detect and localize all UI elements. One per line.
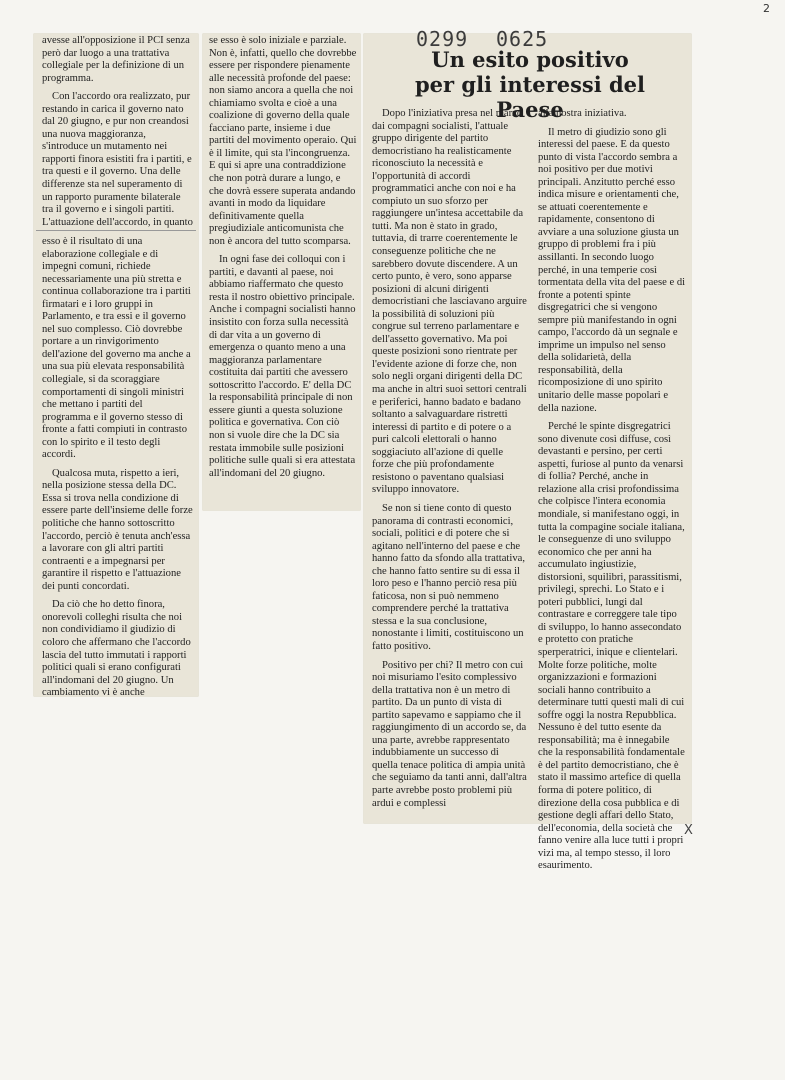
- paragraph: alla nostra iniziativa.: [538, 108, 627, 119]
- paragraph: Qualcosa muta, rispetto a ieri, nella posizione stessa della DC. Essa si trova nella condizione di essere parte dell'insieme delle forze politiche che hanno sottoscritto l'accordo, perciò è tenuta anch'essa a lavorare con gli altri partiti contraenti e a impegnarsi per garantire il rispetto e l'attuazione dei punti concordati.: [42, 467, 193, 592]
- paragraph: Il metro di giudizio sono gli interessi del paese. E da questo punto di vista l'accordo sembra a noi positivo per due motivi principali. Anzitutto perché esso indica misure e orientamenti che, se attuati coerentemente e rapidamente, consentono di avviare a una soluzione giusta un gruppo di problemi fra i più assillanti. In secondo luogo perché, in una temperie così tormentata della vita del paese e di fronte a potenti spinte disgregatrici che si vengono sempre più manifestando in ogni campo, l'accordo dà un segnale e imprime un impulso nel senso della solidarietà, della responsabilità, della ricomposizione di uno spirito unitario delle masse popolari e della nazione.: [538, 126, 686, 414]
- column-d: [538, 108, 686, 873]
- column-break-rule: [36, 230, 196, 231]
- archive-stamp-right: 0625: [496, 27, 549, 51]
- headline-line-1: Un esito positivo: [431, 47, 629, 72]
- paragraph: In ogni fase dei colloqui con i partiti, e davanti al paese, noi abbiamo riaffermato che questo resta il nostro obiettivo principale. Anche i compagni socialisti hanno insistito con forza sulla necessità di dar vita a un governo di emergenza o quanto meno a una maggioranza parlamentare costituita dai partiti che avessero sottoscritto l'accordo. E' della DC la responsabilità principale di non essere giunti a questa soluzione politica e governativa. Con ciò non si vuole dire che la DC sia restata immobile sulle posizioni politiche sulle quali si era attestata all'indomani del 20 giugno.: [209, 254, 356, 479]
- paragraph: Dopo l'iniziativa presa nel marzo dai compagni socialisti, l'attuale gruppo dirigente del partito democristiano ha realisticamente riconosciuto la necessità e l'opportunità di accordi programmatici anche con noi e ha compiuto un suo sforzo per raggiungere un'intesa accettabile da tutti. Ma non è stato in grado, tuttavia, di trarre coerentemente le conseguenze politiche che ne sarebbero dovute discendere. A un certo punto, è vero, sono apparse posizioni di alcuni dirigenti democristiani che lasciavano arguire la possibilità di soluzioni più congrue sul terreno parlamentare e dell'assetto governativo. Ma poi queste posizioni sono rientrate per l'evidente azione di forze che, non solo negli organi dirigenti della DC ma anche in altri suoi settori centrali e periferici, hanno badato e badano soltanto a salvaguardare ristretti interessi di partito e di potere o a puri calcoli elettorali o hanno soggiaciuto all'azione di quelle forze che più profondamente resistono o paventano qualsiasi sviluppo innovatore.: [372, 108, 527, 496]
- paragraph: avesse all'opposizione il PCI senza però dar luogo a una trattativa collegiale per la definizione di un programma.: [42, 35, 190, 84]
- paragraph: Se non si tiene conto di questo panorama di contrasti economici, sociali, politici e di potere che si agitano nell'interno del paese e che hanno fatto da sfondo alla trattativa, che hanno fatto sentire su di essa il loro peso e l'hanno perciò resa più faticosa, non si può nemmeno comprendere perché la trattativa stessa e la sua conclusione, nonostante i limiti, costituiscono un fatto positivo.: [372, 502, 525, 652]
- paragraph: Positivo per chi? Il metro con cui noi misuriamo l'esito complessivo della trattativa non è un metro di partito. Da un punto di vista di partito sapevamo e sappiamo che il raggiungimento di un accordo se, da una parte, avrebbe rappresentato indubbiamente un successo di quella tenace politica di ampia unità che seguiamo da tanti anni, dall'altra parte avrebbe posto problemi più ardui e complessi: [372, 659, 527, 809]
- paragraph: Perché le spinte disgregatrici sono divenute così diffuse, così devastanti e persino, per certi aspetti, furiose al punto da venarsi di follia? Perché, anche in relazione alla crisi profondissima che colpisce l'intera economia mondiale, si manifestano oggi, in tutta la compagine sociale italiana, le conseguenze di uno sviluppo economico che per anni ha accumulato ingiustizie, distorsioni, squilibri, parassitismi, privilegi, sprechi. Lo Stato e i poteri pubblici, lungi dal contrastare e correggere tale tipo di sviluppo, lo hanno assecondato e protetto con pratiche sperperatrici, inique e clientelari. Molte forze politiche, molte organizzazioni e formazioni sociali hanno contribuito a determinare tutti questi mali di cui soffre oggi la nostra Repubblica. Nessuno è del tutto esente da responsabilità; ma è innegabile che la responsabilità fondamentale è del partito democristiano, che è stato il massimo artefice di quella forma di potere politico, di direzione della cosa pubblica e di gestione degli affari dello Stato, dell'economia, della società che fanno venire alla luce tutti i propri vizi ma, al tempo stesso, il loro esaurimento.: [538, 421, 685, 872]
- end-mark: X: [684, 823, 693, 838]
- column-a-bottom: [42, 236, 194, 700]
- paragraph: Con l'accordo ora realizzato, pur restando in carica il governo nato dal 20 giugno, e pur non creandosi una nuova maggioranza, s'introduce un mutamento nei rapporti finora esistiti fra i partiti, e tra questi e il governo. Una delle differenze sta nel superamento di un rapporto puramente bilaterale tra il governo e i singoli partiti. L'attuazione dell'accordo, in quanto: [42, 91, 193, 228]
- paragraph: Da ciò che ho detto finora, onorevoli colleghi risulta che noi non condividiamo il giudizio di coloro che affermano che l'accordo lascia del tutto immutati i rapporti politici quali si erano configurati all'indomani del 20 giugno. Un cambiamento vi è anche: [42, 599, 191, 699]
- headline-line-2: per gli interessi del Paese: [414, 72, 646, 122]
- paragraph: esso è il risultato di una elaborazione collegiale e di impegni comuni, richiede necessariamente una più stretta e continua collaborazione tra i partiti firmatari e i loro gruppi in Parlamento, e tra essi e il governo nel suo complesso. Ciò dovrebbe portare a un rinvigorimento dell'azione del governo ma anche a una sua più elevata responsabilità collegiale, si da scoraggiare comportamenti di singoli ministri che mettano i partiti del programma e il governo stesso di fronte a fatti compiuti in contrasto con lo spirito e il testo degli accordi.: [42, 236, 191, 461]
- column-a-top: [42, 35, 194, 229]
- column-c: [372, 108, 527, 810]
- paragraph: se esso è solo iniziale e parziale. Non è, infatti, quello che dovrebbe essere per rispondere pienamente alle necessità profonde del paese: non siamo ancora a quella che noi chiamiamo svolta e cioè a una coalizione di governo della quale facciano parte, insieme i due partiti del movimento operaio. Qui è il limite, qui sta l'incongruenza. E qui si apre una contraddizione che non potrà durare a lungo, e che dovrà essere superata andando avanti in modo da liquidare definitivamente quella pregiudiziale anticomunista che non è ancora del tutto scomparsa.: [209, 35, 357, 247]
- column-b: [209, 35, 357, 480]
- archive-stamp-left: 0299: [416, 27, 469, 51]
- page-number-mark: 2: [763, 2, 770, 15]
